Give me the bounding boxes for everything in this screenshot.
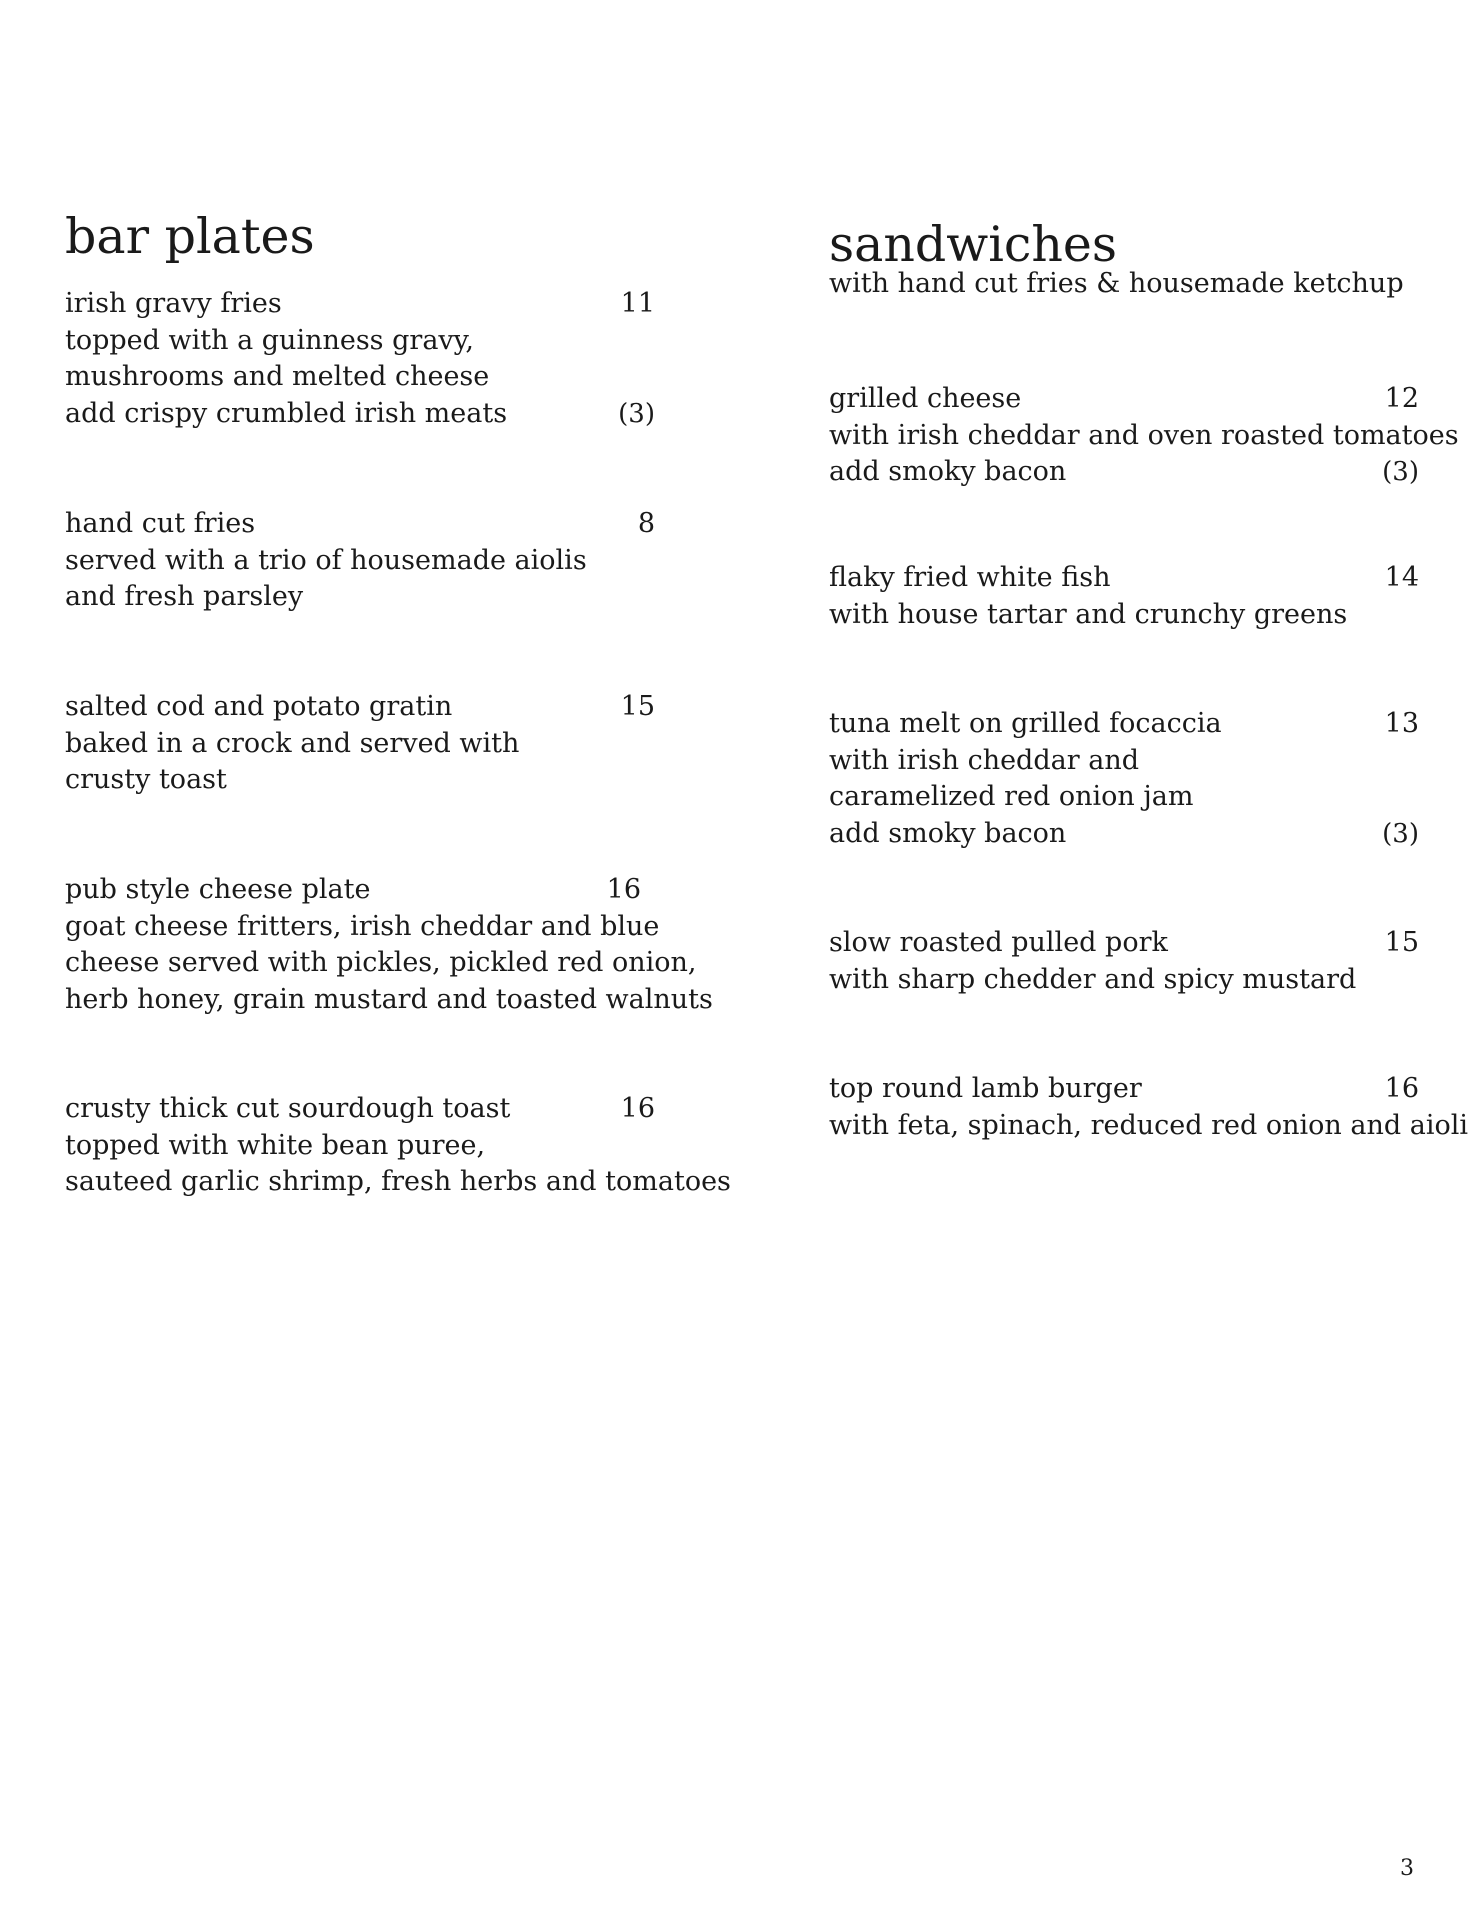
item-addon-line <box>829 454 1419 491</box>
item-addon: add smoky bacon <box>829 817 1067 849</box>
item-price: 12 <box>1384 383 1419 414</box>
item-price: 15 <box>620 691 655 722</box>
item-description: goat cheese fritters, irish cheddar and blue <box>65 910 660 942</box>
menu-item <box>65 872 713 1018</box>
item-description: herb honey, grain mustard and toasted walnuts <box>65 983 713 1015</box>
menu-item <box>829 560 1419 633</box>
item-name-line <box>65 1091 655 1128</box>
item-addon: add crispy crumbled irish meats <box>65 397 508 429</box>
item-description: topped with a guinness gravy, <box>65 324 474 356</box>
menu-item <box>65 506 655 616</box>
item-description: topped with white bean puree, <box>65 1129 486 1161</box>
item-name-line <box>829 706 1419 743</box>
item-description: mushrooms and melted cheese <box>65 361 490 392</box>
item-name: slow roasted pulled pork <box>829 927 1168 958</box>
item-name: grilled cheese <box>829 383 1022 414</box>
item-price: 15 <box>1384 927 1419 958</box>
menu-item <box>829 381 1459 491</box>
item-name-line <box>65 506 655 543</box>
menu-item <box>65 1091 731 1201</box>
item-description: with feta, spinach, reduced red onion and aioli <box>829 1109 1468 1141</box>
item-description: caramelized red onion jam <box>829 781 1194 812</box>
item-name-line <box>65 872 655 909</box>
item-price: 16 <box>620 1093 655 1124</box>
item-name-line <box>829 925 1419 962</box>
item-addon-price: (3) <box>1382 457 1419 487</box>
sandwiches-title: sandwiches <box>829 216 1118 273</box>
item-description: sauteed garlic shrimp, fresh herbs and tomatoes <box>65 1166 731 1197</box>
item-name: hand cut fries <box>65 508 256 539</box>
item-name-line <box>65 689 655 726</box>
item-name: top round lamb burger <box>829 1073 1142 1104</box>
item-description: crusty toast <box>65 764 227 795</box>
item-description: with irish cheddar and <box>829 744 1139 776</box>
item-description: with sharp chedder and spicy mustard <box>829 963 1357 995</box>
item-name: flaky fried white fish <box>829 562 1111 593</box>
item-name: crusty thick cut sourdough toast <box>65 1093 511 1124</box>
item-description: with house tartar and crunchy greens <box>829 598 1348 630</box>
item-name-line <box>829 1071 1419 1108</box>
item-description: cheese served with pickles, pickled red onion, <box>65 947 697 978</box>
page-number: 3 <box>1400 1856 1414 1881</box>
item-price: 13 <box>1384 708 1419 739</box>
item-price: 8 <box>637 508 655 539</box>
bar-plates-title: bar plates <box>65 208 315 265</box>
item-price: 14 <box>1384 562 1419 593</box>
menu-item <box>829 1071 1468 1144</box>
item-description: served with a trio of housemade aiolis <box>65 544 587 576</box>
item-addon: add smoky bacon <box>829 456 1067 487</box>
item-description: with irish cheddar and oven roasted tomatoes <box>829 419 1459 451</box>
item-price: 11 <box>620 288 655 319</box>
item-addon-line <box>829 816 1419 853</box>
sandwiches-subtitle: with hand cut fries & housemade ketchup <box>829 268 1404 299</box>
item-addon-price: (3) <box>618 398 655 429</box>
item-name-line <box>829 560 1419 597</box>
item-name: irish gravy fries <box>65 288 282 319</box>
item-name: salted cod and potato gratin <box>65 691 453 722</box>
item-price: 16 <box>606 874 641 905</box>
menu-item <box>829 706 1419 852</box>
menu-item <box>829 925 1419 998</box>
item-name: pub style cheese plate <box>65 874 371 905</box>
item-name-line <box>829 381 1419 418</box>
item-name-line <box>65 286 655 323</box>
item-name: tuna melt on grilled focaccia <box>829 708 1222 739</box>
menu-item <box>65 689 655 799</box>
item-addon-line <box>65 396 655 433</box>
item-price: 16 <box>1384 1073 1419 1104</box>
item-description: baked in a crock and served with <box>65 727 520 759</box>
menu-item <box>65 286 655 432</box>
item-description: and fresh parsley <box>65 581 304 612</box>
item-addon-price: (3) <box>1382 818 1419 849</box>
